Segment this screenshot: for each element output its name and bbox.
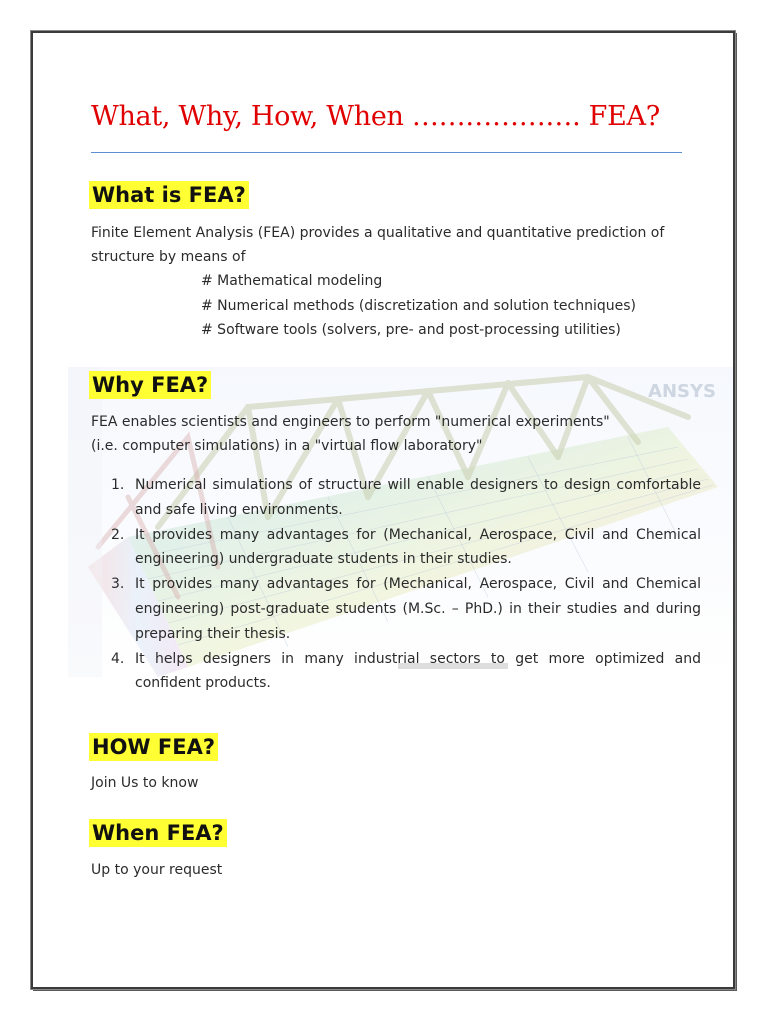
list-item: 2. It provides many advantages for (Mechanical, Aerospace, Civil and Chemical engineering) undergraduate students in their studies. xyxy=(111,526,701,568)
heading-what-is-fea: What is FEA? xyxy=(89,181,249,209)
bullet-item: # Mathematical modeling xyxy=(201,273,383,289)
heading-how-fea: HOW FEA? xyxy=(89,733,218,761)
page-frame xyxy=(31,31,735,989)
how-text: Join Us to know xyxy=(91,775,199,791)
ansys-watermark: ANSYS xyxy=(648,381,716,402)
list-item: 1. Numerical simulations of structure will enable designers to design comfortable and safe living environments. xyxy=(111,477,701,518)
title-divider xyxy=(91,152,682,153)
why-numbered-list xyxy=(111,473,701,696)
why-intro-line2: (i.e. computer simulations) in a "virtual flow laboratory" xyxy=(91,438,483,454)
what-intro: Finite Element Analysis (FEA) provides a qualitative and quantitative prediction of structure by means of xyxy=(91,225,665,265)
page-title: What, Why, How, When ………………. FEA? xyxy=(91,101,660,132)
list-item: 3. It provides many advantages for (Mechanical, Aerospace, Civil and Chemical engineering) post-graduate students (M.Sc. – PhD.) in their studies and during preparing their thesis. xyxy=(111,576,701,642)
what-bullet-list xyxy=(201,269,636,343)
bullet-item: # Numerical methods (discretization and solution techniques) xyxy=(201,297,636,314)
heading-when-fea: When FEA? xyxy=(89,819,227,847)
when-text: Up to your request xyxy=(91,862,223,878)
list-item: 4. It helps designers in many industrial sectors to get more optimized and confident products. xyxy=(111,650,701,692)
bullet-item: # Software tools (solvers, pre- and post-processing utilities) xyxy=(201,322,621,338)
heading-why-fea: Why FEA? xyxy=(89,371,211,399)
why-intro-line1: FEA enables scientists and engineers to perform "numerical experiments" xyxy=(91,414,610,430)
